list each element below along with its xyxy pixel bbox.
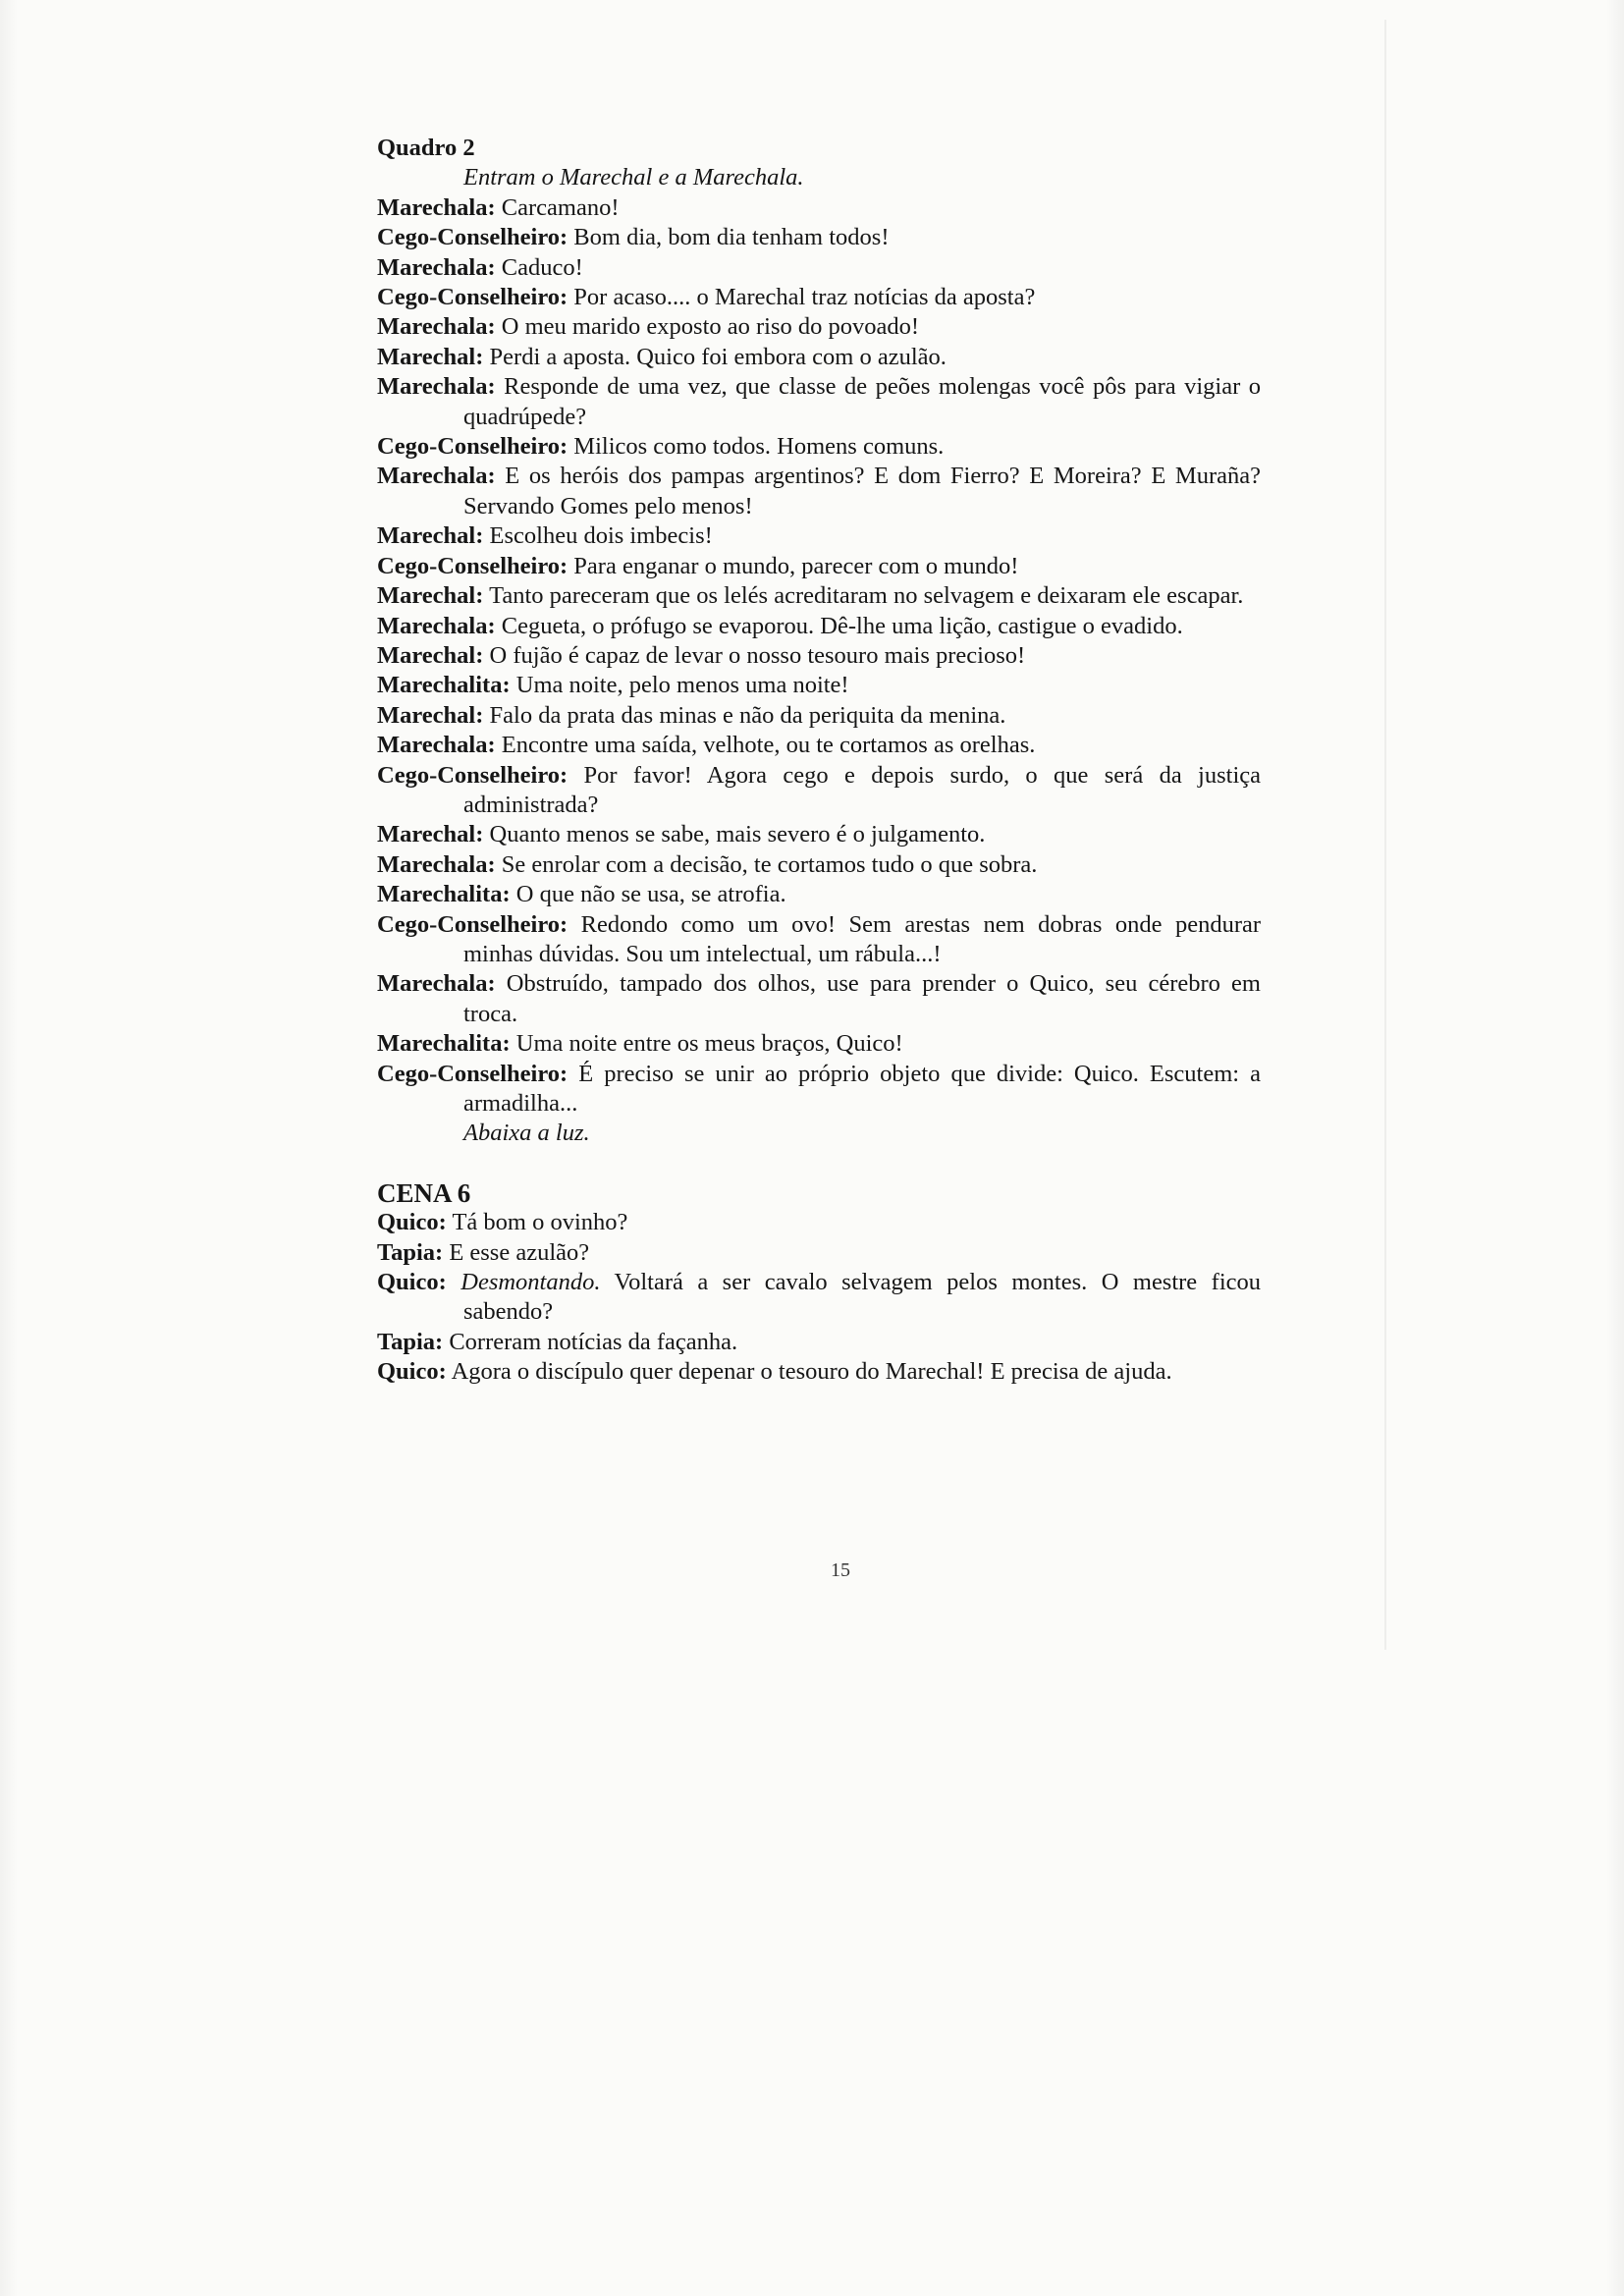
speaker-name: Cego-Conselheiro:: [377, 552, 568, 579]
speech-text: Se enrolar com a decisão, te cortamos tudo o que sobra.: [501, 850, 1038, 878]
dialogue-line: [377, 671, 1261, 700]
speaker-name: Marechal:: [377, 582, 484, 610]
speaker-name: Tapia:: [377, 1328, 444, 1355]
speaker-name: Cego-Conselheiro:: [377, 224, 568, 251]
speech-text: Responde de uma vez, que classe de peões molengas você pôs para vigiar o quadrúpede?: [463, 373, 1261, 430]
speaker-name: Marechal:: [377, 522, 484, 550]
dialogue-line: [377, 850, 1261, 880]
speaker-name: Marechala:: [377, 970, 496, 998]
speech-text: Caduco!: [501, 253, 583, 281]
page-number: 15: [831, 1559, 850, 1581]
dialogue-line: [377, 581, 1261, 611]
speaker-name: Quico:: [377, 1209, 447, 1236]
speech-text: Agora o discípulo quer depenar o tesouro do Marechal! E precisa de ajuda.: [451, 1358, 1172, 1386]
speech-text: Uma noite entre os meus braços, Quico!: [515, 1030, 903, 1058]
dialogue-line: [377, 1060, 1261, 1120]
dialogue-block-cena-6: [377, 1208, 1261, 1387]
dialogue-line: [377, 731, 1261, 760]
dialogue-line: [377, 969, 1261, 1029]
dialogue-line: [377, 701, 1261, 731]
speech-text: Falo da prata das minas e não da periquita da menina.: [489, 701, 1006, 729]
speech-text: Escolheu dois imbecis!: [489, 522, 713, 550]
speaker-name: Marechala:: [377, 373, 496, 401]
dialogue-line: [377, 641, 1261, 671]
dialogue-line: [377, 612, 1261, 641]
scan-edge-left: [0, 0, 18, 2296]
speech-text: E os heróis dos pampas argentinos? E dom Fierro? E Moreira? E Muraña? Servando Gomes pelo menos!: [463, 463, 1261, 519]
speaker-name: Marechalita:: [377, 881, 511, 908]
speaker-name: Marechala:: [377, 612, 496, 639]
speaker-name: Quico:: [377, 1269, 447, 1296]
dialogue-line: [377, 372, 1261, 432]
dialogue-line: [377, 193, 1261, 223]
dialogue-line: [377, 1328, 1261, 1357]
speaker-name: Cego-Conselheiro:: [377, 761, 568, 789]
speaker-name: Marechala:: [377, 850, 496, 878]
speech-text: Encontre uma saída, velhote, ou te cortamos as orelhas.: [501, 732, 1036, 759]
dialogue-line: [377, 880, 1261, 909]
speaker-name: Marechal:: [377, 343, 484, 370]
speaker-name: Marechalita:: [377, 672, 511, 699]
speech-text: Bom dia, bom dia tenham todos!: [573, 224, 890, 251]
dialogue-line: [377, 1357, 1261, 1387]
speech-text: O fujão é capaz de levar o nosso tesouro mais precioso!: [489, 641, 1026, 669]
speaker-name: Marechal:: [377, 701, 484, 729]
speaker-name: Quico:: [377, 1358, 447, 1386]
speaker-name: Marechal:: [377, 821, 484, 848]
speaker-name: Marechal:: [377, 641, 484, 669]
dialogue-line: [377, 1208, 1261, 1237]
speech-text: Tanto pareceram que os lelés acreditaram no selvagem e deixaram ele escapar.: [489, 582, 1244, 610]
speech-text: Redondo como um ovo! Sem arestas nem dobras onde pendurar minhas dúvidas. Sou um intelectual, um rábula...!: [463, 910, 1262, 967]
stage-direction-entrance: Entram o Marechal e a Marechala.: [463, 164, 804, 191]
dialogue-line: [377, 462, 1261, 521]
speech-text: Voltará a ser cavalo selvagem pelos montes. O mestre ficou sabendo?: [463, 1269, 1262, 1326]
speaker-name: Cego-Conselheiro:: [377, 1060, 568, 1087]
speech-text: Por acaso.... o Marechal traz notícias da aposta?: [573, 284, 1036, 311]
speaker-name: Marechala:: [377, 193, 496, 221]
speech-text: E esse azulão?: [449, 1238, 590, 1266]
speaker-name: Marechala:: [377, 253, 496, 281]
speech-text: Milicos como todos. Homens comuns.: [573, 433, 945, 461]
speaker-name: Tapia:: [377, 1238, 444, 1266]
dialogue-line: [377, 343, 1261, 372]
speech-text: Carcamano!: [501, 193, 620, 221]
speech-text: O meu marido exposto ao riso do povoado!: [501, 313, 920, 341]
dialogue-line: [377, 253, 1261, 283]
scan-edge-right: [1606, 0, 1624, 2296]
section-heading: Quadro 2: [377, 135, 475, 161]
dialogue-line: [377, 432, 1261, 462]
speech-text: Tá bom o ovinho?: [452, 1209, 628, 1236]
speech-text: Para enganar o mundo, parecer com o mundo!: [573, 552, 1019, 579]
dialogue-line: [377, 1238, 1261, 1268]
speech-text: Por favor! Agora cego e depois surdo, o que será da justiça administrada?: [463, 761, 1262, 818]
speech-text: O que não se usa, se atrofia.: [515, 881, 786, 908]
dialogue-line: [377, 820, 1261, 849]
speaker-name: Marechala:: [377, 463, 496, 490]
dialogue-line: [377, 1268, 1261, 1328]
speech-text: Obstruído, tampado dos olhos, use para prender o Quico, seu cérebro em troca.: [463, 970, 1261, 1027]
speaker-name: Cego-Conselheiro:: [377, 910, 568, 938]
script-page: [377, 134, 1261, 1388]
dialogue-line: [377, 283, 1261, 312]
page-fold-line: [1384, 20, 1386, 1650]
speaker-name: Cego-Conselheiro:: [377, 433, 568, 461]
dialogue-line: [377, 761, 1261, 821]
dialogue-line: [377, 312, 1261, 342]
speech-text: Correram notícias da façanha.: [449, 1328, 738, 1355]
dialogue-line: [377, 223, 1261, 252]
dialogue-block-quadro-2: [377, 193, 1261, 1120]
speech-text: Quanto menos se sabe, mais severo é o julgamento.: [489, 821, 986, 848]
speech-text: Perdi a aposta. Quico foi embora com o azulão.: [489, 343, 947, 370]
scene-heading: CENA 6: [377, 1177, 471, 1208]
speaker-name: Marechala:: [377, 732, 496, 759]
inline-stage-direction: Desmontando.: [460, 1269, 601, 1296]
dialogue-line: [377, 1029, 1261, 1059]
speaker-name: Cego-Conselheiro:: [377, 284, 568, 311]
dialogue-line: [377, 521, 1261, 551]
speech-text: Uma noite, pelo menos uma noite!: [515, 672, 849, 699]
dialogue-line: [377, 552, 1261, 581]
stage-direction-lights: Abaixa a luz.: [463, 1120, 590, 1147]
speaker-name: Marechalita:: [377, 1030, 511, 1058]
speech-text: Cegueta, o prófugo se evaporou. Dê-lhe uma lição, castigue o evadido.: [501, 612, 1183, 639]
speech-text: É preciso se unir ao próprio objeto que divide: Quico. Escutem: a armadilha...: [463, 1060, 1261, 1117]
speaker-name: Marechala:: [377, 313, 496, 341]
dialogue-line: [377, 910, 1261, 970]
